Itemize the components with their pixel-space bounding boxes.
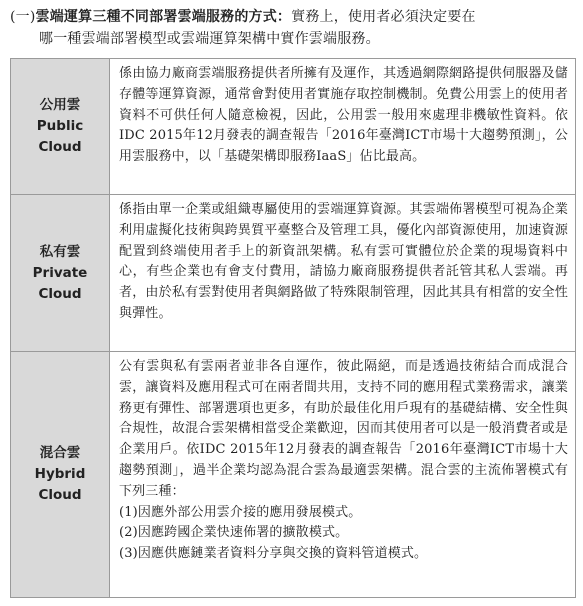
section-heading: 雲端運算三種不同部署雲端服務的方式： (35, 9, 292, 25)
hybrid-mode-item-3: (3)因應供應鏈業者資料分享與交換的資料管道模式。 (119, 546, 428, 562)
cloud-deployment-table (10, 58, 576, 598)
public-cloud-name-en1: Public (36, 118, 84, 134)
public-cloud-description: 係由協力廠商雲端服務提供者所擁有及運作，其透過網際網路提供伺服器及儲存體等運算資源，通常會對使用者實施存取控制機制。免費公用雲上的使用者資料不可供任何人隨意檢視，因此，公用雲一般用來處理非機敏性資料。依IDC 2015年12月發表的調查報告「2016年臺灣ICT市場十大趨勢預測」，公用雲服務中，以「基礎架構即服務IaaS」佔比最高。 (110, 59, 576, 195)
hybrid-cloud-label (11, 352, 110, 598)
public-cloud-label (11, 59, 110, 195)
public-cloud-name-zh: 公用雲 (39, 97, 81, 113)
table-row-hybrid (11, 352, 576, 598)
intro-paragraph (10, 6, 576, 50)
public-cloud-name-en2: Cloud (38, 139, 82, 155)
table-row-private (11, 195, 576, 352)
hybrid-mode-item-2: (2)因應跨國企業快速佈署的擴散模式。 (119, 525, 349, 541)
private-cloud-label (11, 195, 110, 352)
table-row-public (11, 59, 576, 195)
hybrid-cloud-description-cell (110, 352, 576, 598)
hybrid-cloud-name-zh: 混合雲 (39, 445, 81, 461)
hybrid-cloud-description: 公有雲與私有雲兩者並非各自運作，彼此隔絕，而是透過技術結合而成混合雲，讓資料及應用程式可在兩者間共用，支持不同的應用程式業務需求，讓業務更有彈性、部署選項也更多，有助於最佳化用戶現有的基礎結構、安全性與合規性，故混合雲架構相當受企業歡迎，因而其使用者可以是一般消費者或是企業用戶。依IDC 2015年12月發表的調查報告「2016年臺灣ICT市場十大趨勢預測」，過半企業均認為混合雲為最適雲架構。混合雲的主流佈署模式有下列三種： (119, 359, 568, 499)
private-cloud-name-en2: Cloud (38, 285, 82, 302)
private-cloud-description: 係指由單一企業或組織專屬使用的雲端運算資源。其雲端佈署模型可視為企業利用虛擬化技術與跨異質平臺整合及管理工具，優化內部資源使用，加速資源配置到終端使用者手上的新資訊架構。私有雲可實體位於企業的現場資料中心，有些企業也有會支付費用，請協力廠商服務提供者託管其私人雲端。再者，由於私有雲對使用者與網路做了特殊限制管理，因此其具有相當的安全性與彈性。 (110, 195, 576, 352)
private-cloud-name-en1: Private (32, 264, 88, 281)
hybrid-cloud-name-en2: Cloud (38, 487, 82, 503)
hybrid-cloud-name-en1: Hybrid (34, 466, 86, 482)
hybrid-mode-item-1: (1)因應外部公用雲介接的應用發展模式。 (119, 504, 362, 520)
intro-text-line2: 哪一種雲端部署模型或雲端運算架構中實作雲端服務。 (39, 31, 380, 47)
intro-text-line1: 實務上，使用者必須決定要在 (291, 9, 476, 25)
private-cloud-name-zh: 私有雲 (39, 243, 81, 260)
section-number: (一) (10, 9, 36, 25)
